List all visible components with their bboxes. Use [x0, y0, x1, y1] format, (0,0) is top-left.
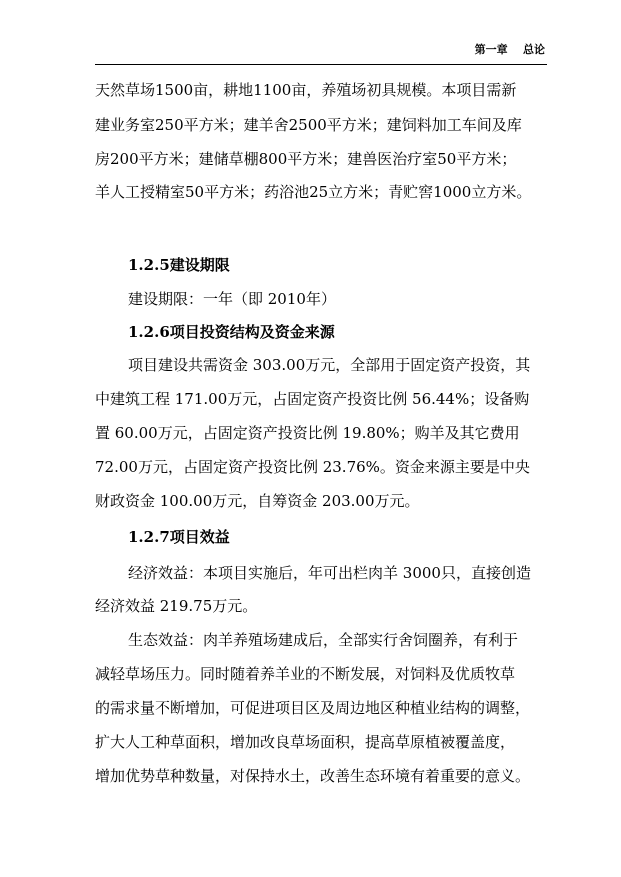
ecological-line-3: 的需求量不断增加，可促进项目区及周边地区种植业结构的调整，: [95, 699, 531, 717]
economic-line-2: 经济效益 219.75万元。: [95, 597, 258, 615]
section-126-line-5: 财政资金 100.00万元，自筹资金 203.00万元。: [95, 492, 420, 510]
ecological-line-2: 减轻草场压力。同时随着养羊业的不断发展，对饲料及优质牧草: [95, 665, 516, 683]
economic-line-1: 经济效益：本项目实施后，年可出栏肉羊 3000只，直接创造: [128, 564, 531, 582]
ecological-line-1: 生态效益：肉羊养殖场建成后，全部实行舍饲圈养，有利于: [128, 631, 519, 649]
section-126-line-3: 置 60.00万元，占固定资产投资比例 19.80%；购羊及其它费用: [95, 424, 520, 442]
para1-line-4: 羊人工授精室50平方米；药浴池25立方米；青贮窖1000立方米。: [95, 183, 532, 201]
section-126-line-4: 72.00万元，占固定资产投资比例 23.76%。资金来源主要是中央: [95, 458, 530, 476]
para1-line-3: 房200平方米；建储草棚800平方米；建兽医治疗室50平方米；: [95, 150, 517, 168]
section-125-text: 建设期限：一年（即 2010年）: [128, 290, 336, 308]
section-126-line-1: 项目建设共需资金 303.00万元，全部用于固定资产投资，其: [128, 356, 531, 374]
section-127-heading: 1.2.7项目效益: [128, 528, 230, 546]
section-126-line-2: 中建筑工程 171.00万元，占固定资产投资比例 56.44%；设备购: [95, 390, 530, 408]
header-text: [475, 41, 545, 57]
para1-line-1: 天然草场1500亩，耕地1100亩，养殖场初具规模。本项目需新: [95, 81, 517, 99]
header-chapter: 第一章: [474, 43, 508, 56]
section-126-heading: 1.2.6项目投资结构及资金来源: [128, 323, 335, 341]
para1-line-2: 建业务室250平方米；建羊舍2500平方米；建饲料加工车间及库: [95, 116, 522, 134]
header-title: 总论: [523, 43, 545, 56]
page-header: [95, 38, 547, 65]
section-125-heading: 1.2.5建设期限: [128, 256, 230, 274]
ecological-line-4: 扩大人工种草面积，增加改良草场面积，提高草原植被覆盖度，: [95, 733, 516, 751]
ecological-line-5: 增加优势草种数量，对保持水土，改善生态环境有着重要的意义。: [95, 767, 531, 785]
